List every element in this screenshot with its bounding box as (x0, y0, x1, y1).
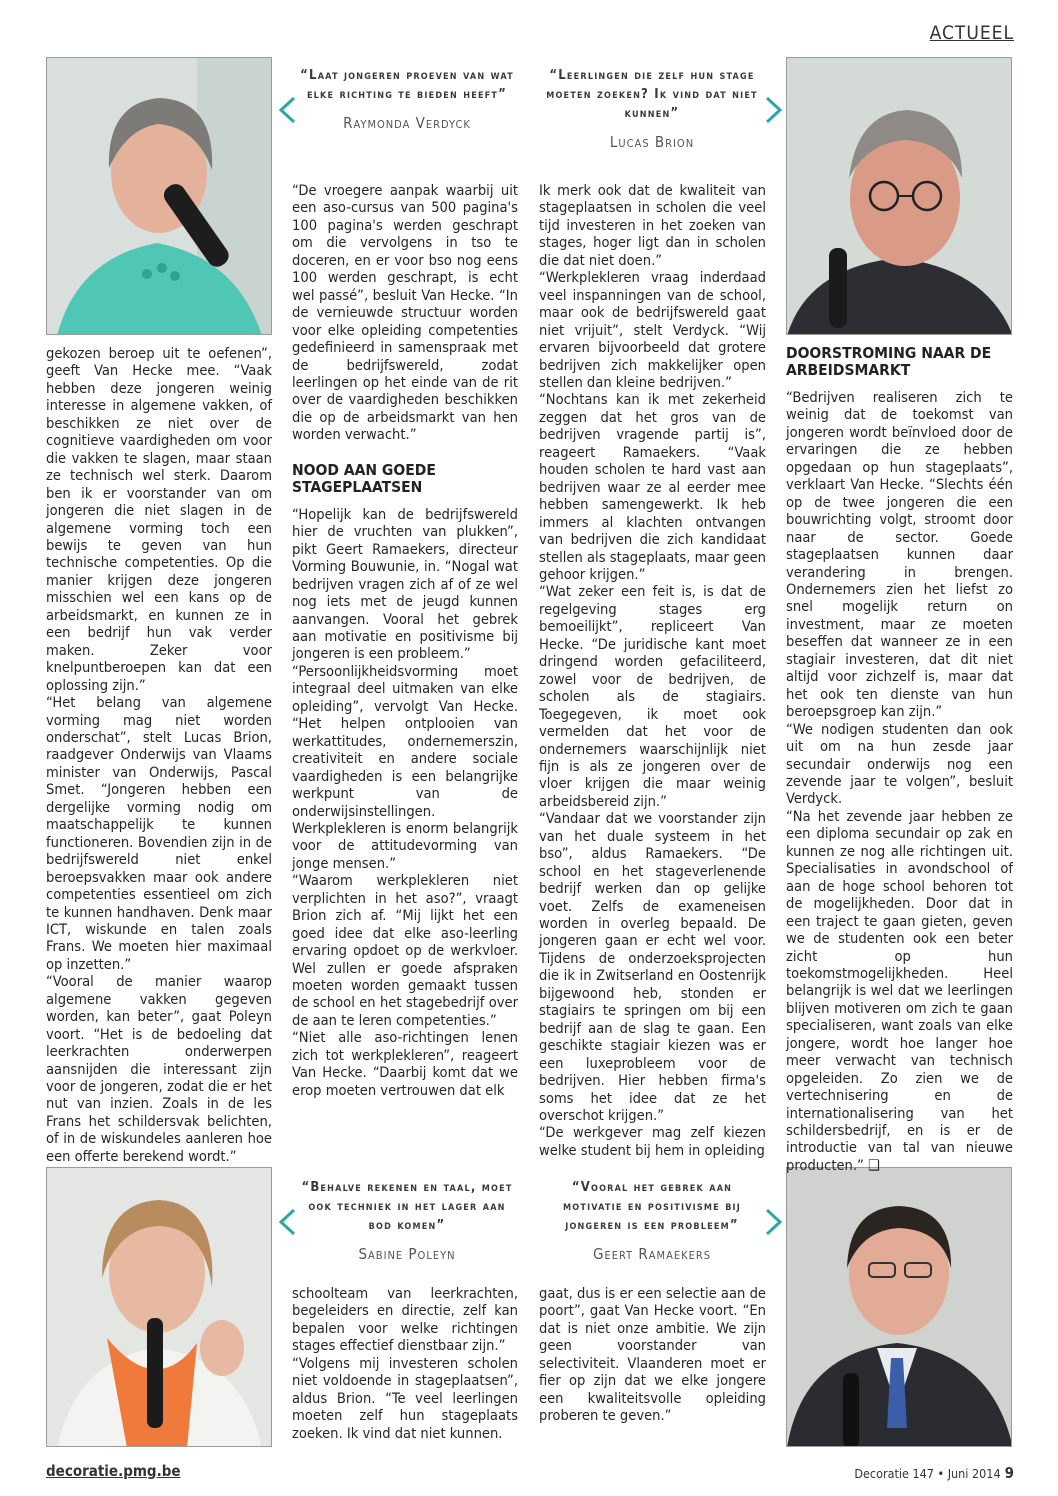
article-column-2 (292, 182, 518, 1099)
footer-issue-info (854, 1464, 1014, 1482)
pull-quote-author: Raymonda Verdyck (343, 114, 471, 132)
paragraph: “Volgens mij investeren scholen niet voldoende in stageplaatsen”, aldus Brion. “Te veel leerlingen moeten zelf hun stageplaats zoeken. Ik vind dat niet kunnen. (292, 1354, 518, 1442)
pull-quote-text: “Vooral het gebrek aan motivatie en positivisme bij jongeren is een probleem” (563, 1180, 741, 1233)
chevron-right-icon (760, 95, 786, 125)
pull-quote (296, 1178, 518, 1263)
paragraph: “De werkgever mag zelf kiezen welke student bij hem in opleiding (539, 1124, 766, 1159)
pull-quote-text: “Leerlingen die zelf hun stage moeten zoeken? Ik vind dat niet kunnen” (546, 68, 758, 121)
paragraph: “Nochtans kan ik met zekerheid zeggen dat het gros van de bedrijven vragende partij is”, reageert Ramaekers. “Vaak houden scholen te hard vast aan bedrijven waar ze al eerder mee hebben samengewerkt. Ik heb immers al klachten ontvangen van bedrijven die zich kandidaat stellen als stageplaats, maar geen gehoor krijgen.” (539, 391, 766, 583)
footer-website-link[interactable]: decoratie.pmg.be (46, 1462, 181, 1480)
pull-quote-author: Lucas Brion (609, 133, 695, 151)
paragraph: “Werkplekleren vraag inderdaad veel inspanningen van de school, maar ook de bedrijfswereld gaat niet vrijuit”, stelt Verdyck. “Wij ervaren bijvoorbeeld dat grotere bedrijven zich makkelijker open stellen dan kleine bedrijven.” (539, 269, 766, 391)
paragraph: “Waarom werkplekleren niet verplichten in het aso?”, vraagt Brion zich af. “Mij lijkt het een goed idee dat elke aso-leerling ervaring opdoet op de werkvloer. Wel zullen er goede afspraken moeten worden gemaakt tussen de school en het stagebedrijf over de aan te leren competenties.” (292, 872, 518, 1029)
article-column-3-continued (539, 1285, 766, 1425)
paragraph: Ik merk ook dat de kwaliteit van stageplaatsen in scholen die veel tijd investeren in het zoeken van stages, hoger ligt dan in scholen die dat niet doen.” (539, 182, 766, 269)
article-column-2-continued (292, 1285, 518, 1442)
paragraph: schoolteam van leerkrachten, begeleiders en directie, zelf kan bepalen voor welke richtingen stages effectief dienstbaar zijn.” (292, 1285, 518, 1355)
article-column-3 (539, 182, 766, 1159)
paragraph-text: “Na het zevende jaar hebben ze een diploma secundair op zak en kunnen ze nog alle richtingen uit. Specialisaties in avondschool of aan de hoge school behoren tot de mogelijkheden. Door dat in een traject te gaan gieten, geven we de studenten ook een beter zicht op hun toekomstmogelijkheden. Heel belangrijk is wel dat we leerlingen blijven motiveren om zich te gaan specialiseren, want zoals van elke jongere, wordt hoe langer hoe meer verwacht van technisch opgeleiden. Zo zien we de vertechnisering en de internationalisering van het schildersbedrijf, en is er de introductie van tal van nieuwe producten.” (786, 807, 1013, 1174)
portrait-woman-scarf-icon (47, 1168, 272, 1447)
paragraph: “Persoonlijkheidsvorming moet integraal deel uitmaken van elke opleiding”, vervolgt Van Hecke. “Het helpen ontplooien van werkattitudes, ondernemerszin, creativiteit en andere sociale vaardigheden is een belangrijke werkpunt van de onderwijsinstellingen. Werkplekleren is enorm belangrijk voor de attitudevorming van jonge mensen.” (292, 662, 518, 872)
chevron-right-icon (760, 1207, 786, 1237)
pull-quote-text: “Laat jongeren proeven van wat elke richting te bieden heeft” (300, 68, 514, 102)
paragraph: “Bedrijven realiseren zich te weinig dat de toekomst van jongeren wordt beïnvloed door de ervaringen die ze hebben opgedaan op hun stageplaats”, verklaart Van Hecke. “Slechts één op de twee jongeren die een bouwrichting volgt, stroomt door naar de sector. Goede stageplaatsen kunnen daar verandering in brengen. Ondernemers zien het liefst zo snel mogelijk return on investment, maar ze moeten beseffen dat wanneer ze in een stagiair investeren, dat dit niet altijd voor zichzelf is, maar dat het ook ten dienste van hun beroepsgroep kan zijn.” (786, 389, 1013, 721)
pull-quote-author: Geert Ramaekers (593, 1245, 711, 1263)
paragraph: gekozen beroep uit te oefenen”, geeft Van Hecke mee. “Vaak hebben deze jongeren weinig interesse in algemene vakken, of beschikken ze niet over de cognitieve vaardigheden om voor die vakken te slagen, maar staan ze technisch wel sterk. Daarom ben ik er voorstander van om jongeren die niet slagen in de algemene vorming toch een bewijs te geven van hun technische competenties. Op die manier krijgen deze jongeren misschien wel een kans op de arbeidsmarkt, en kunnen ze in een bedrijf hun vak verder maken. Zeker voor knelpuntberoepen kan dat een oplossing zijn.” (46, 345, 272, 694)
pull-quote (541, 1178, 763, 1263)
pull-quote-text: “Behalve rekenen en taal, moet ook techniek in het lager aan bod komen” (301, 1180, 513, 1233)
paragraph (786, 808, 1013, 1175)
article-column-1 (46, 345, 272, 1165)
portrait-woman-icon (47, 58, 272, 335)
paragraph: “De vroegere aanpak waarbij uit een aso-cursus van 500 pagina's 100 pagina's werden geschrapt om die vervolgens in tso te doceren, en er voor bso nog eens 100 werden geschrapt, is echt wel passé”, besluit Van Hecke. “In de vernieuwde structuur worden voor elke opleiding competenties gedefinieerd in samenspraak met de bedrijfswereld, zodat leerlingen op het einde van de rit over de vaardigheden beschikken die op de arbeidsmarkt van hen worden verwacht.” (292, 182, 518, 444)
paragraph: “Vandaar dat we voorstander zijn van het duale systeem in het bso”, aldus Ramaekers. “De school en het stageverlenende bedrijf werken dan op gelijke voet. Zelfs de exameneisen worden in overleg bepaald. De jongeren gaan er echt wel voor. Tijdens de onderzoeksprojecten die ik in Zwitserland en Oostenrijk bijgewoond heb, stonden er stagiairs te springen om bij een bedrijf aan de slag te gaan. Een geschikte stagiair kiezen was er een luxeprobleem voor de bedrijven. Hier hebben firma's soms het idee dat ze het overschot krijgen.” (539, 810, 766, 1125)
paragraph: “Hopelijk kan de bedrijfswereld hier de vruchten van plukken”, pikt Geert Ramaekers, directeur Vorming Bouwunie, in. “Nogal wat bedrijven vragen zich af of ze wel nog iets met de jeugd kunnen aanvangen. Vooral het gebrek aan motivatie en positivisme bij jongeren is een probleem.” (292, 505, 518, 663)
article-column-4 (786, 327, 1013, 1174)
paragraph: “Vooral de manier waarop algemene vakken gegeven worden, kan beter”, gaat Poleyn voort. “Het is de bedoeling dat leerkrachten onderwerpen aansnijden die interessant zijn voor de jongeren, zodat die er het nut van inzien. Zoals in de les Frans het schildersvak belichten, of in de wiskundeles aanleren hoe een offerte berekend wordt.” (46, 973, 272, 1165)
pull-quote-author: Sabine Poleyn (358, 1245, 456, 1263)
end-mark-icon: ❑ (868, 1156, 880, 1174)
page-number: 9 (1004, 1464, 1014, 1482)
subheading: DOORSTROMING NAAR DE ARBEIDSMARKT (786, 344, 992, 379)
pull-quote (541, 66, 763, 151)
photo-raymonda-verdyck (46, 57, 272, 335)
portrait-man-glasses-icon (787, 58, 1012, 335)
photo-sabine-poleyn (46, 1167, 272, 1447)
subheading: NOOD AAN GOEDE STAGEPLAATSEN (292, 460, 436, 496)
paragraph: “Wat zeker een feit is, is dat de regelgeving stages erg bemoeilijkt”, repliceert Van Hecke. “De juridische kant moet dringend worden gefaciliteerd, zowel voor de bedrijven, de scholen als de stagiairs. Toegegeven, ik moet ook vermelden dat het voor de ondernemers waarschijnlijk niet fijn is als ze jongeren over de vloer krijgen die maar weinig arbeidsbereid zijn.” (539, 583, 766, 810)
issue-label: Decoratie 147 • Juni 2014 (854, 1466, 1001, 1481)
paragraph: “We nodigen studenten dan ook uit om na hun zesde jaar secundair onderwijs nog een zevende jaar te volgen”, besluit Verdyck. (786, 720, 1013, 808)
paragraph: “Het belang van algemene vorming mag niet worden onderschat”, stelt Lucas Brion, raadgever Onderwijs van Vlaams minister van Onderwijs, Pascal Smet. “Jongeren hebben een dergelijke vorming nodig om maatschappelijk te kunnen functioneren. Bovendien zijn in de bedrijfswereld niet enkel beroepsvakken maar ook andere competenties essentieel om zich te kunnen handhaven. Denk maar ICT, wiskunde en talen zoals Frans. We moeten hier maximaal op inzetten.” (46, 694, 272, 973)
portrait-man-suit-icon (787, 1168, 1012, 1447)
chevron-left-icon (275, 95, 301, 125)
pull-quote (300, 66, 514, 132)
section-label: ACTUEEL (929, 22, 1014, 44)
photo-geert-ramaekers (786, 1167, 1012, 1447)
photo-lucas-brion (786, 57, 1012, 335)
paragraph: gaat, dus is er een selectie aan de poort”, gaat Van Hecke voort. “En dat is niet onze ambitie. We zijn geen voorstander van selectiviteit. Vlaanderen moet er fier op zijn dat we elke jongere een kwaliteitsvolle opleiding proberen te geven.” (539, 1285, 766, 1425)
paragraph: “Niet alle aso-richtingen lenen zich tot werkplekleren”, reageert Van Hecke. “Daarbij komt dat we erop moeten vertrouwen dat elk (292, 1029, 518, 1099)
